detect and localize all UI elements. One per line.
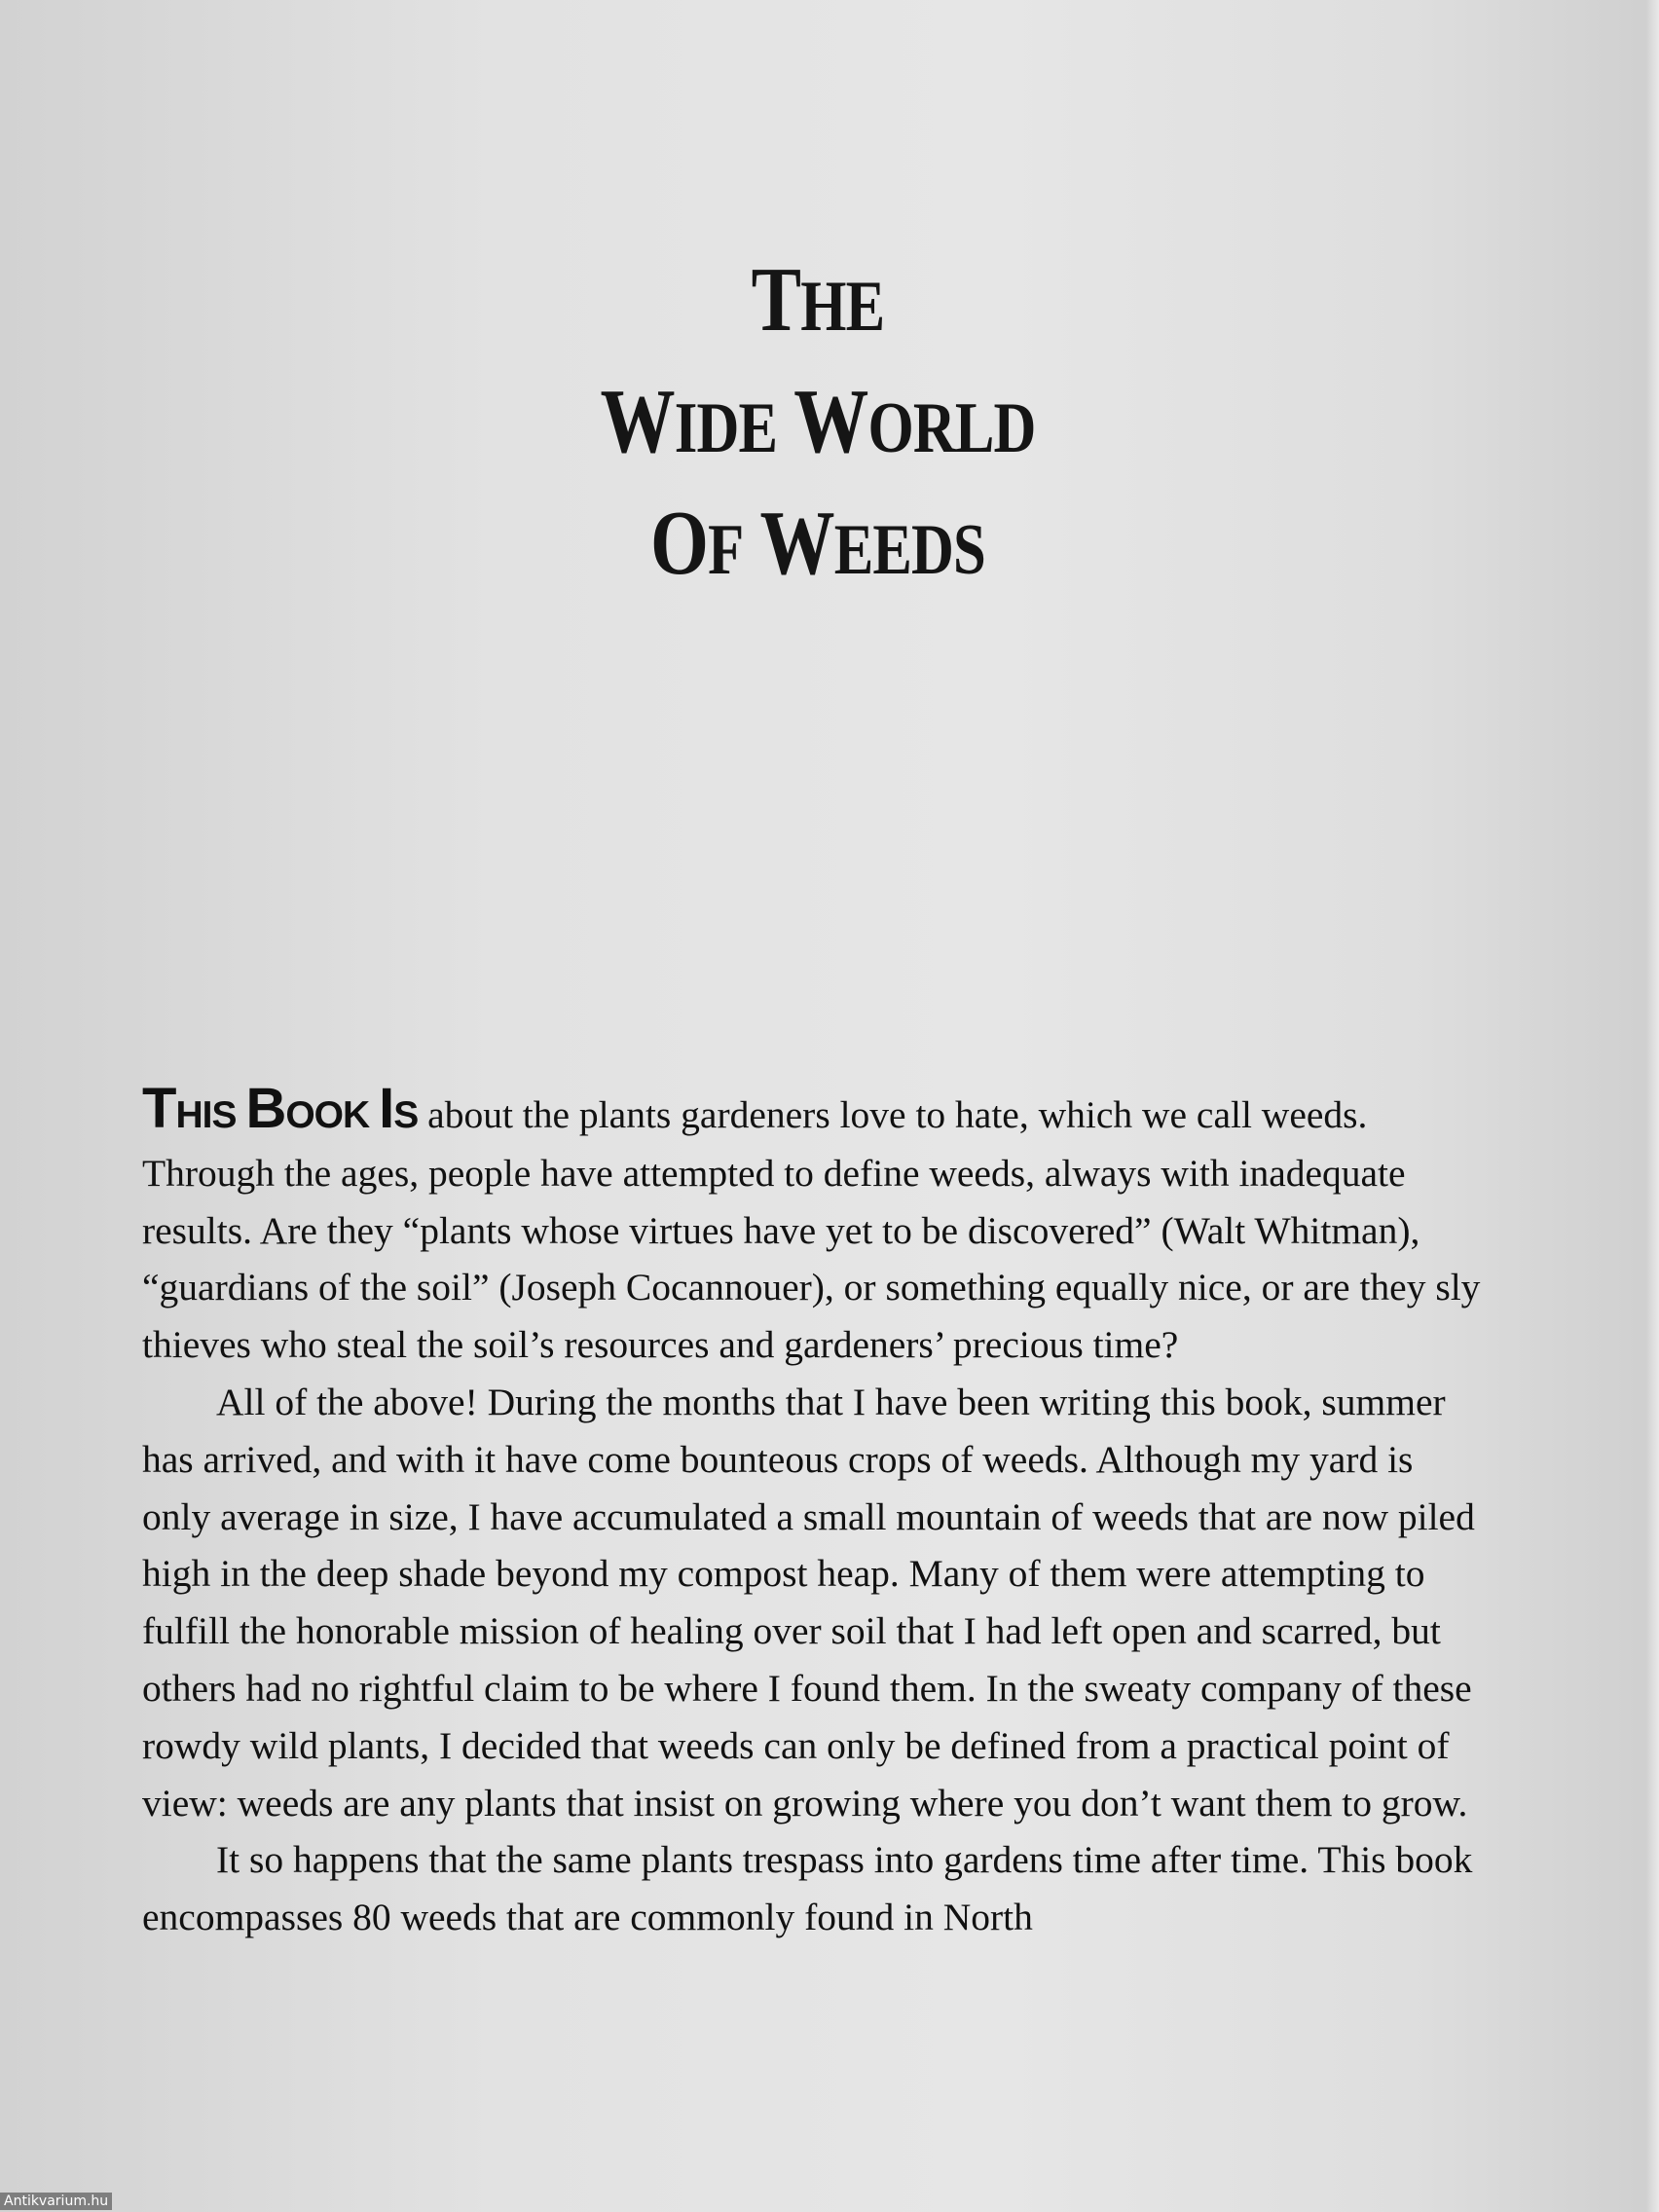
- lead-in: THIS BOOK IS: [142, 1077, 419, 1140]
- page-edge: [1645, 0, 1659, 2212]
- paragraph-2: All of the above! During the months that I have been writing this book, summer has arrived, and with it have come bounteous crops of weeds. Although my yard is only average in size, I have accumulated a small mountain of weeds that are now piled high in the deep shade beyond my compost heap. Many of them were attempting to fulfill the honorable mission of healing over soil that I had left open and scarred, but others had no rightful claim to be where I found them. In the sweaty company of these rowdy wild plants, I decided that weeds can only be defined from a practical point of view: weeds are any plants that insist on growing where you don’t want them to grow.: [142, 1380, 1475, 1825]
- paragraph-3: It so happens that the same plants trespass into gardens time after time. This book encompasses 80 weeds that are commonly found in North: [142, 1838, 1473, 1939]
- chapter-title: [147, 242, 1489, 608]
- paragraph-1: [142, 1077, 1486, 1374]
- title-line-1: [147, 242, 1489, 364]
- watermark: Antikvarium.hu: [0, 2193, 112, 2210]
- paragraph-1-text: about the plants gardeners love to hate, which we call weeds. Through the ages, people have attempted to define weeds, always with inadequate results. Are they “plants whose virtues have yet to be discovered” (Walt Whitman), “guardians of the soil” (Joseph Cocannouer), or something equally nice, or are they sly thieves who steal the soil’s resources and gardeners’ precious time?: [142, 1093, 1481, 1367]
- title-line-3: OF WEEDS: [650, 493, 985, 595]
- title-line-2: WIDE WORLD: [600, 371, 1036, 473]
- body-text: [142, 1077, 1486, 1946]
- title-line-1-text: THE: [751, 249, 885, 351]
